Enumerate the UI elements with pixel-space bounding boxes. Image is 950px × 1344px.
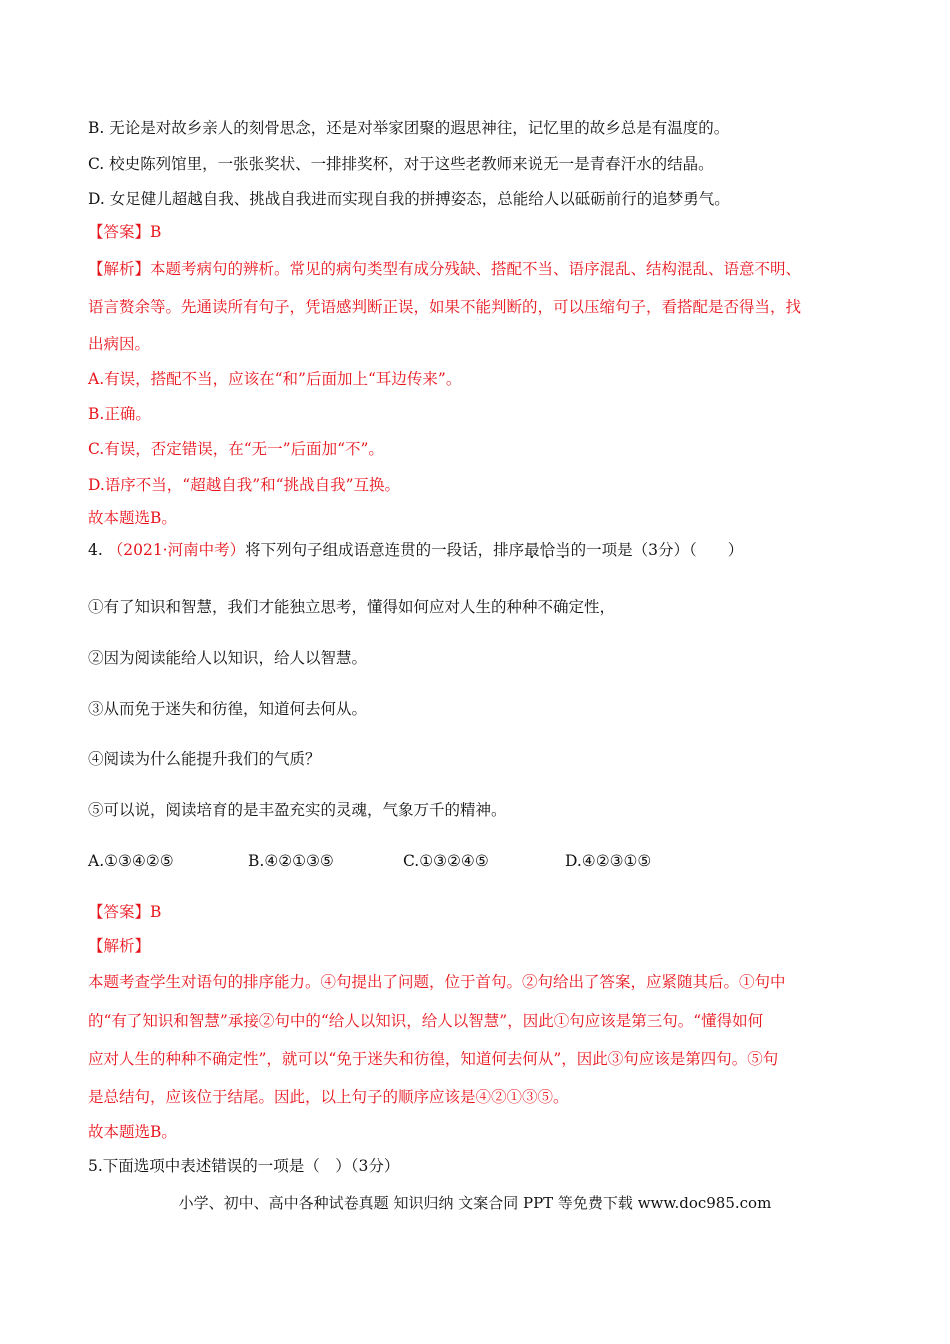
q3-option-c: C. 校史陈列馆里，一张张奖状、一排排奖杯，对于这些老教师来说无一是青春汗水的结晶。 — [88, 155, 714, 173]
q4-stem — [88, 540, 743, 560]
q4-analysis-title: 【解析】 — [88, 937, 151, 955]
q4-option-a: A.①③④②⑤ — [88, 852, 174, 870]
q4-stem-text: 将下列句子组成语意连贯的一段话，排序 — [245, 541, 525, 559]
q4-sentence: ②因为阅读能给人以知识，给人以智慧。 — [88, 649, 368, 667]
q4-sentence: ①有了知识和智慧，我们才能独立思考，懂得如何应对人生的种种不确定性， — [88, 598, 616, 616]
q3-analysis-line: 【解析】本题考病句的辨析。常见的病句类型有成分残缺、搭配不当、语序混乱、结构混乱、语意不明、 — [88, 260, 802, 278]
q4-conclusion: 故本题选B。 — [88, 1123, 177, 1141]
q4-analysis-line: 的“有了知识和智慧”承接②句中的“给人以知识，给人以智慧”，因此①句应该是第三句。“懂得如何 — [88, 1012, 764, 1030]
q4-sentence: ④阅读为什么能提升我们的气质？ — [88, 750, 321, 768]
q4-stem-text-end: 的一项是（3分）（ ） — [570, 541, 744, 559]
q4-analysis-line: 本题考查学生对语句的排序能力。④句提出了问题，位于首句。②句给出了答案，应紧随其后。①句中 — [88, 973, 786, 991]
q4-analysis-line: 应对人生的种种不确定性”，就可以“免于迷失和彷徨，知道何去何从”，因此③句应该是第四句。⑤句 — [88, 1050, 779, 1068]
q4-answer: 【答案】B — [88, 903, 162, 921]
q4-options — [88, 851, 651, 871]
q4-option-d: D.④②③①⑤ — [565, 852, 652, 870]
q4-number: 4. — [88, 541, 103, 559]
q3-analysis-line: B.正确。 — [88, 405, 151, 423]
q4-option-b: B.④②①③⑤ — [248, 852, 334, 870]
q5-stem: 5.下面选项中表述错误的一项是（ ）（3分） — [88, 1157, 400, 1175]
q4-emphasis-char: 当 — [555, 541, 571, 559]
q3-conclusion: 故本题选B。 — [88, 509, 177, 527]
q3-analysis-line: C.有误，否定错误，在“无一”后面加“不”。 — [88, 440, 384, 458]
q4-emphasis-char: 恰 — [539, 541, 556, 559]
q4-sentence: ⑤可以说，阅读培育的是丰盈充实的灵魂，气象万千的精神。 — [88, 801, 507, 819]
q3-analysis-line: A.有误，搭配不当，应该在“和”后面加上“耳边传来”。 — [88, 370, 462, 388]
q3-option-d: D. 女足健儿超越自我、挑战自我进而实现自我的拼搏姿态，总能给人以砥砺前行的追梦勇气。 — [88, 190, 730, 208]
q4-source: （2021·河南中考） — [107, 541, 246, 559]
q3-analysis-line: 语言赘余等。先通读所有句子，凭语感判断正误，如果不能判断的，可以压缩句子，看搭配是否得当，找 — [88, 298, 802, 316]
q3-analysis-line: 出病因。 — [88, 335, 151, 353]
footer-text: 小学、初中、高中各种试卷真题 知识归纳 文案合同 PPT 等免费下载 www.doc985.com — [178, 1194, 772, 1212]
q4-sentence: ③从而免于迷失和彷徨，知道何去何从。 — [88, 700, 368, 718]
q3-option-b: B. 无论是对故乡亲人的刻骨思念，还是对举家团聚的遐思神往，记忆里的故乡总是有温度的。 — [88, 119, 730, 137]
q4-analysis-line: 是总结句，应该位于结尾。因此，以上句子的顺序应该是④②①③⑤。 — [88, 1088, 569, 1106]
q3-analysis-line: D.语序不当，“超越自我”和“挑战自我”互换。 — [88, 476, 400, 494]
q3-answer: 【答案】B — [88, 223, 162, 241]
q4-option-c: C.①③②④⑤ — [403, 852, 489, 870]
q4-emphasis-char: 最 — [524, 541, 540, 559]
